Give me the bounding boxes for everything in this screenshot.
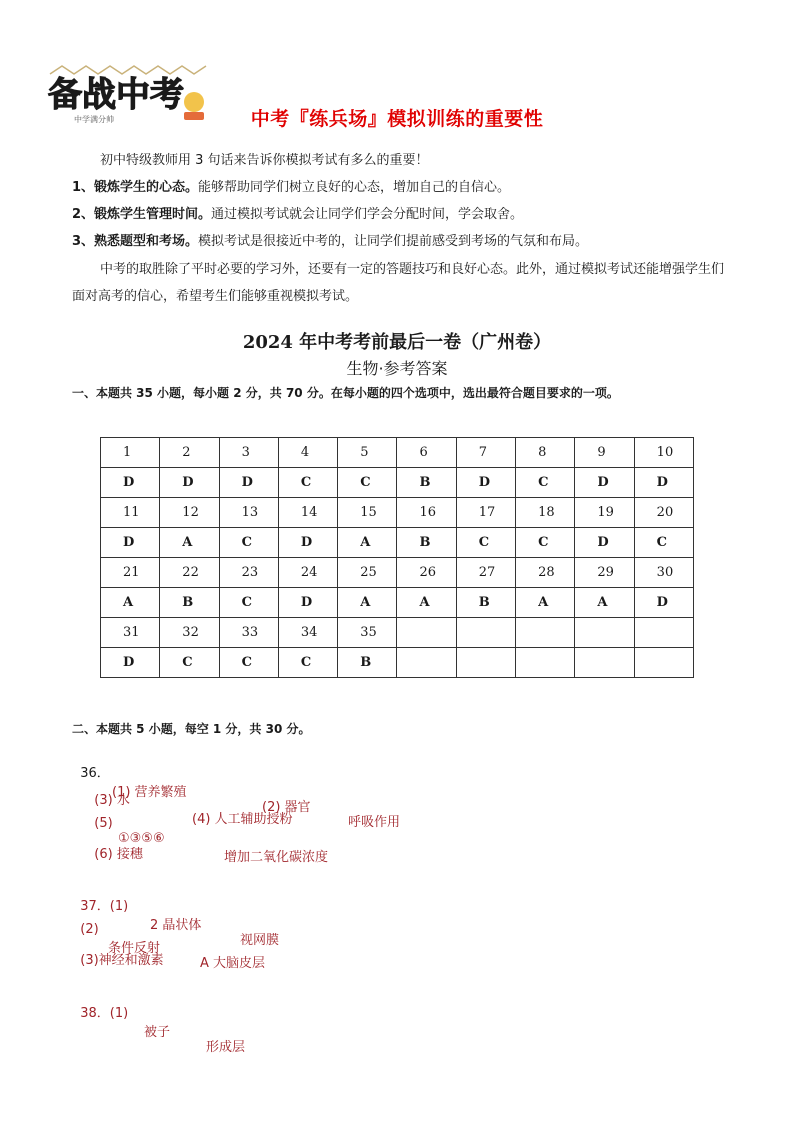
question-number-cell: 24 [278, 558, 337, 588]
question-number-cell: 6 [397, 438, 456, 468]
question-number-cell: 14 [278, 498, 337, 528]
promo-point-3 [72, 228, 732, 255]
logo-sparkle [50, 66, 206, 74]
answer-cell: C [219, 588, 278, 618]
q38-answer-1b: 形成层 [206, 1040, 246, 1055]
answer-cell: A [575, 588, 634, 618]
q36-answer-3: (3) 水 [94, 793, 130, 808]
answer-cell: B [456, 588, 515, 618]
question-number-cell: 29 [575, 558, 634, 588]
answer-cell: C [219, 648, 278, 678]
logo-text: 备战中考 [48, 75, 184, 115]
promo-point-text: 通过模拟考试就会让同学们学会分配时间，学会取舍。 [211, 207, 524, 222]
question-number-cell: 25 [338, 558, 397, 588]
question-number-cell: 12 [160, 498, 219, 528]
question-number-cell: 1 [101, 438, 160, 468]
question-number-cell [516, 618, 575, 648]
q37-answer-2a: 条件反射 [108, 941, 161, 956]
promo-point-2 [72, 201, 732, 228]
answer-cell: D [101, 528, 160, 558]
q37-line-3 [72, 934, 164, 968]
answer-cell: D [160, 468, 219, 498]
promo-closing: 中考的取胜除了平时必要的学习外，还要有一定的答题技巧和良好心态。此外，通过模拟考试还能增强学生们面对高考的信心，希望考生们能够重视模拟考试。 [72, 262, 725, 304]
answer-cell: B [397, 528, 456, 558]
answer-cell: C [278, 648, 337, 678]
answer-cell: A [516, 588, 575, 618]
question-number-cell: 5 [338, 438, 397, 468]
answer-cell: C [160, 648, 219, 678]
q36-number: 36． [80, 766, 110, 781]
answer-cell: D [101, 468, 160, 498]
q36-line-4 [86, 828, 143, 862]
logo-tagline: 中学满分帅 [74, 115, 114, 124]
question-number-cell: 35 [338, 618, 397, 648]
answer-cell [575, 648, 634, 678]
question-number-cell [456, 618, 515, 648]
exam-title: 2024 年中考考前最后一卷（广州卷） [242, 332, 552, 353]
answer-cell: A [101, 588, 160, 618]
answer-table-body [101, 438, 694, 678]
question-number-cell: 13 [219, 498, 278, 528]
q36-answer-5-options: ①③⑤⑥ [118, 831, 165, 846]
answer-row [101, 648, 694, 678]
question-number-cell [634, 618, 693, 648]
question-number-cell: 21 [101, 558, 160, 588]
answer-cell: C [278, 468, 337, 498]
answer-cell: C [219, 528, 278, 558]
question-number-cell: 23 [219, 558, 278, 588]
answer-cell: C [338, 468, 397, 498]
q37-answer-2b: A 大脑皮层 [200, 956, 266, 971]
answer-cell [516, 648, 575, 678]
answer-cell: D [278, 588, 337, 618]
answer-cell: C [516, 468, 575, 498]
promo-point-text: 能够帮助同学们树立良好的心态，增加自己的自信心。 [198, 180, 511, 195]
q36-answer-2: (2) 器官 [262, 800, 311, 815]
promo-intro: 初中特级教师用 3 句话来告诉你模拟考试有多么的重要！ [100, 153, 429, 168]
q38-number: 38．(1) [80, 1006, 129, 1021]
answer-cell: A [397, 588, 456, 618]
answer-cell: D [278, 528, 337, 558]
answer-cell: C [634, 528, 693, 558]
promo-point-lead: 1、锻炼学生的心态。 [72, 180, 199, 195]
q36-answer-5-text: 增加二氧化碳浓度 [224, 850, 329, 865]
question-number-cell: 17 [456, 498, 515, 528]
answer-table [100, 437, 694, 678]
question-number-cell: 33 [219, 618, 278, 648]
answer-cell [397, 648, 456, 678]
answer-cell: C [516, 528, 575, 558]
q37-answer-3: (3)神经和激素 [80, 953, 164, 968]
q36-answer-4: (4) 人工辅助授粉 [192, 812, 293, 827]
question-number-cell: 10 [634, 438, 693, 468]
q36-answer-6: (6) 接穗 [94, 847, 143, 862]
promo-point-lead: 2、锻炼学生管理时间。 [72, 207, 212, 222]
question-number-row [101, 498, 694, 528]
answer-cell: C [456, 528, 515, 558]
question-number-row [101, 618, 694, 648]
answer-row [101, 588, 694, 618]
question-number-cell: 19 [575, 498, 634, 528]
question-number-cell: 26 [397, 558, 456, 588]
q37-answer-1b: 视网膜 [240, 933, 280, 948]
answer-cell: A [160, 528, 219, 558]
answer-cell: A [338, 588, 397, 618]
promo-title-text: 中考『练兵场』模拟训练的重要性 [250, 108, 544, 130]
answer-cell: D [634, 588, 693, 618]
question-number-row [101, 438, 694, 468]
q36-answer-5-label: (5) [94, 816, 113, 831]
promo-point-lead: 3、熟悉题型和考场。 [72, 234, 199, 249]
q36-answer-1: (1) 营养繁殖 [112, 785, 187, 800]
question-number-cell: 31 [101, 618, 160, 648]
answer-cell: A [338, 528, 397, 558]
question-number-cell: 34 [278, 618, 337, 648]
question-number-cell: 18 [516, 498, 575, 528]
answer-row [101, 528, 694, 558]
q38-answer-1a: 被子 [144, 1025, 171, 1040]
answer-cell: B [397, 468, 456, 498]
promo-point-text: 模拟考试是很接近中考的，让同学们提前感受到考场的气氛和布局。 [198, 234, 589, 249]
q37-answer-1a: 2 晶状体 [150, 918, 202, 933]
answer-cell [456, 648, 515, 678]
question-number-cell: 8 [516, 438, 575, 468]
exam-subtitle: 生物·参考答案 [346, 359, 448, 378]
question-number-cell: 2 [160, 438, 219, 468]
section-2-heading: 二、本题共 5 小题，每空 1 分，共 30 分。 [72, 722, 311, 736]
answer-cell: B [338, 648, 397, 678]
question-number-cell: 32 [160, 618, 219, 648]
answer-row [101, 468, 694, 498]
promo-title [0, 104, 794, 131]
question-number-row [101, 558, 694, 588]
answer-cell: D [219, 468, 278, 498]
question-number-cell: 7 [456, 438, 515, 468]
answer-cell: B [160, 588, 219, 618]
question-number-cell: 4 [278, 438, 337, 468]
q37-number: 37．(1) [80, 899, 129, 914]
question-number-cell: 11 [101, 498, 160, 528]
q38-line-1 [72, 987, 246, 1055]
answer-cell: D [634, 468, 693, 498]
question-number-cell: 28 [516, 558, 575, 588]
question-number-cell: 9 [575, 438, 634, 468]
q37-answer-2-label: (2) [80, 922, 99, 937]
question-number-cell: 27 [456, 558, 515, 588]
answer-cell [634, 648, 693, 678]
question-number-cell: 22 [160, 558, 219, 588]
question-number-cell: 3 [219, 438, 278, 468]
answer-cell: D [101, 648, 160, 678]
answer-cell: D [575, 468, 634, 498]
question-number-cell: 16 [397, 498, 456, 528]
promo-point-1 [72, 174, 732, 201]
question-number-cell: 30 [634, 558, 693, 588]
question-number-cell [575, 618, 634, 648]
answer-cell: D [456, 468, 515, 498]
answer-cell: D [575, 528, 634, 558]
section-1-heading: 一、本题共 35 小题，每小题 2 分，共 70 分。在每小题的四个选项中，选出最符合题目要求的一项。 [72, 386, 619, 400]
q36-answer-2b: 呼吸作用 [348, 815, 401, 830]
question-number-cell [397, 618, 456, 648]
question-number-cell: 20 [634, 498, 693, 528]
question-number-cell: 15 [338, 498, 397, 528]
